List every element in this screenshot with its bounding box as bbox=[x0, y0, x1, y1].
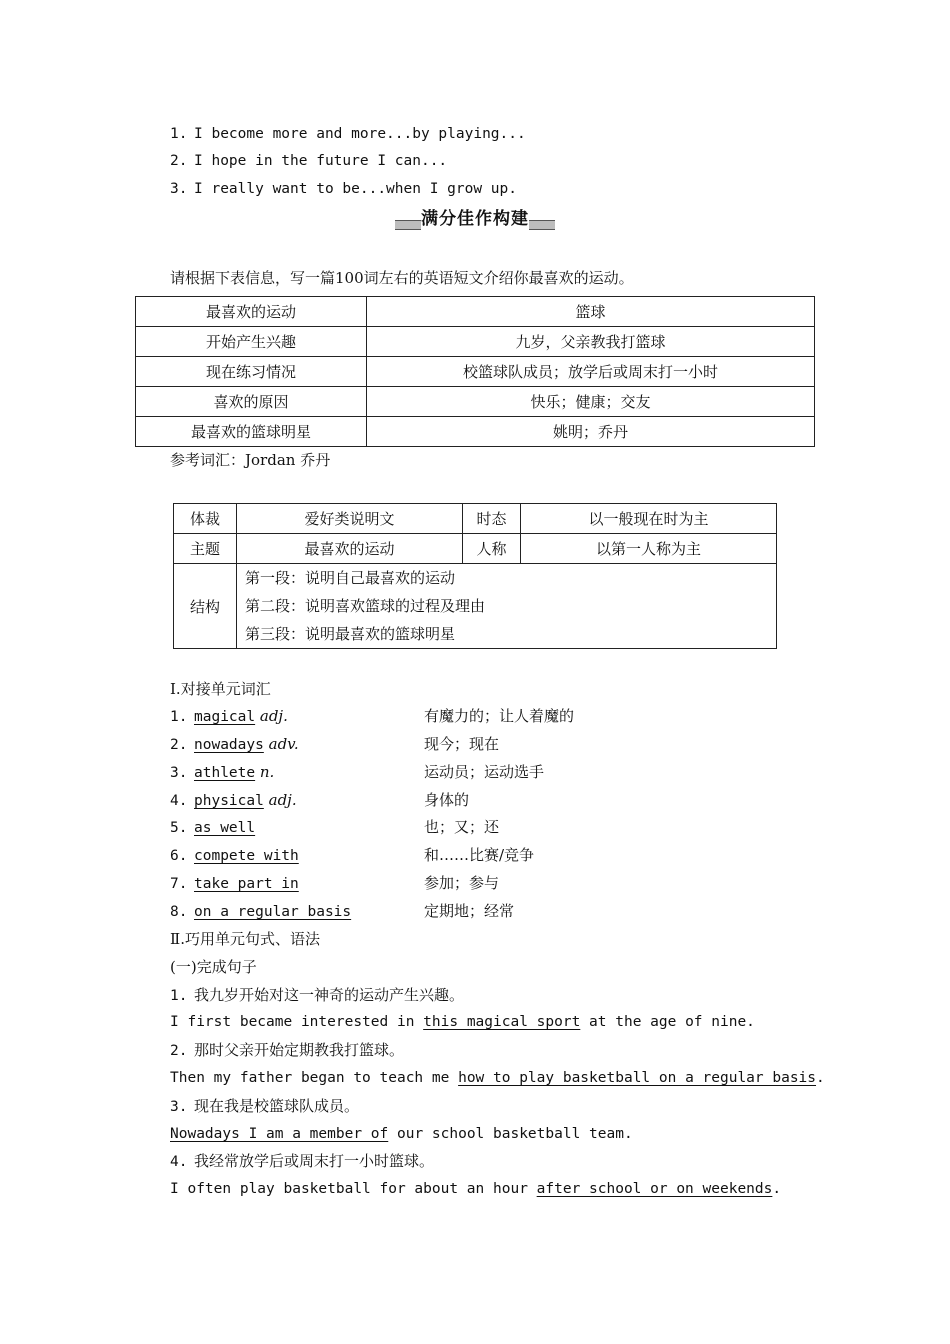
line-number: 2. bbox=[170, 1043, 188, 1059]
intro-line-3 bbox=[170, 179, 517, 199]
table-cell: 体裁 bbox=[174, 504, 237, 534]
intro-text: I hope in the future I can... bbox=[194, 153, 448, 169]
sentence-text: . bbox=[772, 1181, 782, 1197]
sentence-answer bbox=[170, 1012, 755, 1032]
sentence-chinese: 现在我是校篮球队成员。 bbox=[194, 1097, 360, 1115]
vocab-pos: adv. bbox=[268, 735, 299, 753]
vocab-meaning: 有魔力的；让人着魔的 bbox=[424, 707, 575, 725]
vocab-word: physical bbox=[194, 793, 264, 809]
table-cell: 篮球 bbox=[367, 297, 815, 327]
vocab-item bbox=[170, 845, 535, 866]
vocab-meaning: 参加；参与 bbox=[424, 874, 500, 892]
sentence-prompt bbox=[170, 1040, 404, 1061]
answer-blank: after school or on weekends bbox=[536, 1181, 773, 1197]
sentence-chinese: 我经常放学后或周末打一小时篮球。 bbox=[194, 1152, 435, 1170]
sentence-text: at the age of nine. bbox=[580, 1014, 755, 1030]
table-cell: 结构 bbox=[174, 564, 237, 649]
table-cell: 九岁，父亲教我打篮球 bbox=[367, 327, 815, 357]
line-number: 8. bbox=[170, 904, 188, 920]
intro-text: I become more and more...by playing... bbox=[194, 126, 526, 142]
line-number: 4. bbox=[170, 1154, 188, 1170]
vocab-word: on a regular basis bbox=[194, 904, 352, 920]
structure-cell bbox=[237, 564, 777, 649]
sentence-prompt bbox=[170, 1151, 434, 1172]
vocab-word: as well bbox=[194, 820, 256, 836]
sentence-prompt bbox=[170, 985, 464, 1006]
vocab-word: nowadays bbox=[194, 737, 264, 753]
table-cell: 喜欢的原因 bbox=[136, 387, 367, 417]
sentence-text: our school basketball team. bbox=[388, 1126, 633, 1142]
line-number: 1. bbox=[170, 126, 188, 142]
line-number: 4. bbox=[170, 793, 188, 809]
answer-blank: this magical sport bbox=[423, 1014, 581, 1030]
section-heading-1: Ⅰ.对接单元词汇 bbox=[170, 680, 271, 698]
table-cell: 主题 bbox=[174, 534, 237, 564]
table-row bbox=[174, 534, 777, 564]
vocab-item bbox=[170, 762, 545, 783]
table-cell: 时态 bbox=[463, 504, 521, 534]
table-row bbox=[136, 417, 815, 447]
structure-item: 第一段：说明自己最喜欢的运动 bbox=[245, 569, 456, 587]
sentence-chinese: 我九岁开始对这一神奇的运动产生兴趣。 bbox=[194, 986, 465, 1004]
vocab-meaning: 身体的 bbox=[424, 791, 470, 809]
sentence-text: I first became interested in bbox=[170, 1014, 424, 1030]
analysis-table bbox=[173, 503, 777, 649]
sentence-answer bbox=[170, 1179, 781, 1199]
info-table bbox=[135, 296, 815, 447]
line-number: 6. bbox=[170, 848, 188, 864]
sentence-answer bbox=[170, 1124, 633, 1144]
vocab-word: take part in bbox=[194, 876, 299, 892]
vocab-meaning: 现今；现在 bbox=[424, 735, 500, 753]
vocab-pos: n. bbox=[259, 763, 275, 781]
table-cell: 人称 bbox=[463, 534, 521, 564]
line-number: 7. bbox=[170, 876, 188, 892]
vocab-word: compete with bbox=[194, 848, 299, 864]
answer-blank: how to play basketball on a regular basis bbox=[458, 1070, 817, 1086]
structure-item: 第二段：说明喜欢篮球的过程及理由 bbox=[245, 597, 486, 615]
intro-line-2 bbox=[170, 151, 447, 171]
table-row bbox=[136, 357, 815, 387]
line-number: 3. bbox=[170, 1099, 188, 1115]
table-cell: 以一般现在时为主 bbox=[521, 504, 777, 534]
table-cell: 最喜欢的运动 bbox=[136, 297, 367, 327]
vocab-item bbox=[170, 706, 575, 727]
section-banner bbox=[395, 207, 555, 233]
sentence-text: Then my father began to teach me bbox=[170, 1070, 459, 1086]
line-number: 5. bbox=[170, 820, 188, 836]
subsection-heading: (一)完成句子 bbox=[170, 958, 257, 976]
table-cell: 现在练习情况 bbox=[136, 357, 367, 387]
table-cell: 最喜欢的篮球明星 bbox=[136, 417, 367, 447]
line-number: 1. bbox=[170, 709, 188, 725]
reference-vocab: 参考词汇：Jordan 乔丹 bbox=[170, 451, 331, 469]
table-cell: 以第一人称为主 bbox=[521, 534, 777, 564]
answer-blank: Nowadays I am a member of bbox=[170, 1126, 389, 1142]
vocab-word: athlete bbox=[194, 765, 256, 781]
table-row bbox=[136, 387, 815, 417]
vocab-meaning: 和……比赛/竞争 bbox=[424, 846, 535, 864]
sentence-prompt bbox=[170, 1096, 359, 1117]
intro-line-1 bbox=[170, 124, 526, 144]
task-instruction: 请根据下表信息，写一篇100词左右的英语短文介绍你最喜欢的运动。 bbox=[170, 269, 634, 287]
structure-item: 第三段：说明最喜欢的篮球明星 bbox=[245, 625, 456, 643]
table-cell: 开始产生兴趣 bbox=[136, 327, 367, 357]
table-row bbox=[174, 504, 777, 534]
sentence-answer bbox=[170, 1068, 825, 1088]
vocab-pos: adj. bbox=[268, 791, 297, 809]
table-cell: 姚明；乔丹 bbox=[367, 417, 815, 447]
vocab-meaning: 运动员；运动选手 bbox=[424, 763, 545, 781]
sentence-chinese: 那时父亲开始定期教我打篮球。 bbox=[194, 1041, 405, 1059]
vocab-pos: adj. bbox=[259, 707, 288, 725]
vocab-word: magical bbox=[194, 709, 256, 725]
vocab-item bbox=[170, 790, 470, 811]
vocab-item bbox=[170, 901, 515, 922]
line-number: 2. bbox=[170, 737, 188, 753]
table-cell: 校篮球队成员；放学后或周末打一小时 bbox=[367, 357, 815, 387]
table-cell: 快乐；健康；交友 bbox=[367, 387, 815, 417]
intro-text: I really want to be...when I grow up. bbox=[194, 181, 518, 197]
section-heading-2: Ⅱ.巧用单元句式、语法 bbox=[170, 930, 320, 948]
vocab-item bbox=[170, 873, 500, 894]
vocab-meaning: 定期地；经常 bbox=[424, 902, 515, 920]
vocab-item bbox=[170, 734, 500, 755]
table-row bbox=[136, 327, 815, 357]
table-row bbox=[136, 297, 815, 327]
line-number: 3. bbox=[170, 765, 188, 781]
banner-title: 满分佳作构建 bbox=[421, 207, 529, 233]
sentence-text: . bbox=[816, 1070, 825, 1086]
table-cell: 爱好类说明文 bbox=[237, 504, 463, 534]
table-row bbox=[174, 564, 777, 649]
sentence-text: I often play basketball for about an hour bbox=[170, 1181, 537, 1197]
line-number: 1. bbox=[170, 988, 188, 1004]
table-cell: 最喜欢的运动 bbox=[237, 534, 463, 564]
line-number: 3. bbox=[170, 181, 188, 197]
vocab-item bbox=[170, 817, 500, 838]
vocab-meaning: 也；又；还 bbox=[424, 818, 500, 836]
line-number: 2. bbox=[170, 153, 188, 169]
